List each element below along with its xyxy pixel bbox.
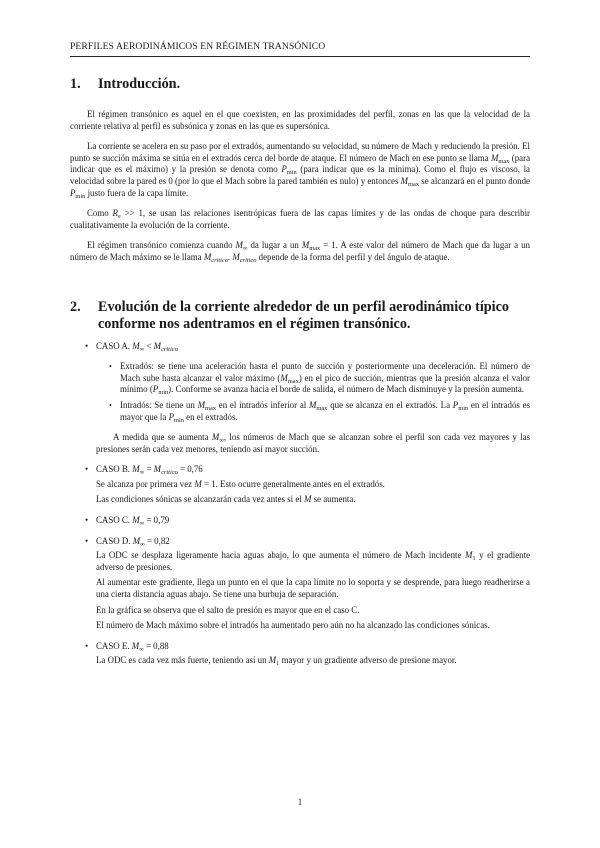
case-a-intrados: • Intradós: Se tiene un $M_{max}$ en el intradós inferior al $M_{max}$ que se alcanza en el extradós. La $P_{min}$ en el intradós es mayor que la $P_{min}$ en el extradós.	[96, 400, 530, 423]
case-b-line-1: Se alcanza por primera vez M = 1. Esto ocurre generalmente antes en el extradós.	[96, 478, 385, 489]
case-e	[70, 641, 530, 667]
section-2-title: Evolución de la corriente alrededor de un perfil aerodinámico típico conforme nos adentramos en el régimen transónico.	[98, 298, 510, 332]
case-c	[70, 515, 530, 527]
case-a-heading: • CASO A. $M_\infty < M_{critico}$	[96, 340, 178, 353]
case-c-heading: • CASO C. $M_\infty = 0,79$	[96, 515, 170, 528]
section-1-number: 1.	[70, 76, 81, 92]
case-e-line-1: La ODC es cada vez más fuerte, teniendo así un $M_1$ mayor y un gradiente adverso de presione mayor.	[96, 655, 457, 668]
case-d	[70, 536, 530, 632]
section-1-heading	[70, 76, 530, 93]
cases-list	[70, 341, 530, 667]
intro-paragraph-2: La corriente se acelera en su paso por el extradós, aumentando su velocidad, su número de Mach y reduciendo la presión. El punto se succión máxima se sitúa en el extradós cerca del borde de ataque. El número de Mach en ese punto se llama $M_{max}$ (para indicar que es el máximo) y la presión se denota como $P_{min}$ (para indicar que es la mínima). Como el flujo es viscoso, la velocidad sobre la pared es 0 (por lo que el Mach sobre la pared también es nulo) y entonces $M_{max}$ se alcanzará en el punto donde $P_{min}$ justo fuera de la capa límite.	[70, 141, 531, 200]
case-b-line-2: Las condiciones sónicas se alcanzarán cada vez antes si el M se aumenta.	[96, 494, 356, 505]
case-a	[70, 341, 530, 456]
case-d-line-2: Al aumentar este gradiente, llega un punto en el que la capa límite no lo soporta y se desprende, para luego readherirse a una cierta distancia aguas abajo. Se tiene una burbuja de separación.	[96, 577, 530, 600]
page-body	[70, 76, 530, 667]
case-d-line-1: La ODC se desplaza ligeramente hacia aguas abajo, lo que aumenta el número de Mach incidente $M_1$ y el gradiente adverso de presiones.	[96, 550, 531, 572]
section-2-number: 2.	[70, 298, 81, 315]
section-1-title: Introducción.	[98, 76, 181, 92]
case-a-extrados: • Extradós: se tiene una aceleración hasta el punto de succión y posteriormente una deceleración. El número de Mach sube hasta alcanzar el valor máximo $(M_{max})$ en el pico de succión, mientras que la presión alcanza el valor mínimo $(P_{min})$. Conforme se avanza hacia el borde de salida, el número de Mach disminuye y la presión aumenta.	[96, 361, 530, 396]
case-b	[70, 464, 530, 506]
intro-paragraph-3: Como $R_e >> 1$, se usan las relaciones isentrópicas fuera de las capas límites y de las ondas de choque para describir cualitativamente la evolución de la corriente.	[70, 208, 530, 230]
case-e-heading: • CASO E. $M_\infty = 0,88$	[96, 640, 169, 653]
intro-paragraph-1: El régimen transónico es aquel en el que coexisten, en las proximidades del perfil, zonas en las que la velocidad de la corriente relativa al perfil es subsónica y zonas en las que es supersónica.	[70, 109, 530, 131]
case-d-line-4: El número de Mach máximo sobre el intradós ha aumentado pero aún no ha alcanzado las condiciones sónicas.	[96, 620, 490, 631]
page-number: 1	[297, 797, 303, 807]
case-d-line-3: En la gráfica se observa que el salto de presión es mayor que en el caso C.	[96, 604, 360, 615]
case-b-heading: • CASO B. $M_\infty = M_{critico} = 0,76$	[96, 464, 203, 477]
case-d-heading: • CASO D. $M_\infty = 0,82$	[96, 535, 170, 548]
running-header: PERFILES AERODINÁMICOS EN RÉGIMEN TRANSÓNICO	[70, 41, 326, 52]
header-rule	[70, 56, 530, 57]
case-a-sublist	[96, 361, 530, 423]
intro-paragraph-4: El régimen transónico comienza cuando $M_\infty$ da lugar a un $M_{max} = 1$. A este valor del número de Mach que da lugar a un número de Mach máximo se le llama $M_{critico}$. $M_{critico}$ depende de la forma del perfil y del ángulo de ataque.	[70, 240, 530, 264]
section-2-heading	[70, 299, 530, 333]
case-a-summary: A medida que se aumenta $M_\infty$, los números de Mach que se alcanzan sobre el perfil son cada vez mayores y las presiones serán cada vez menores, teniendo así mayor succión.	[96, 432, 531, 454]
